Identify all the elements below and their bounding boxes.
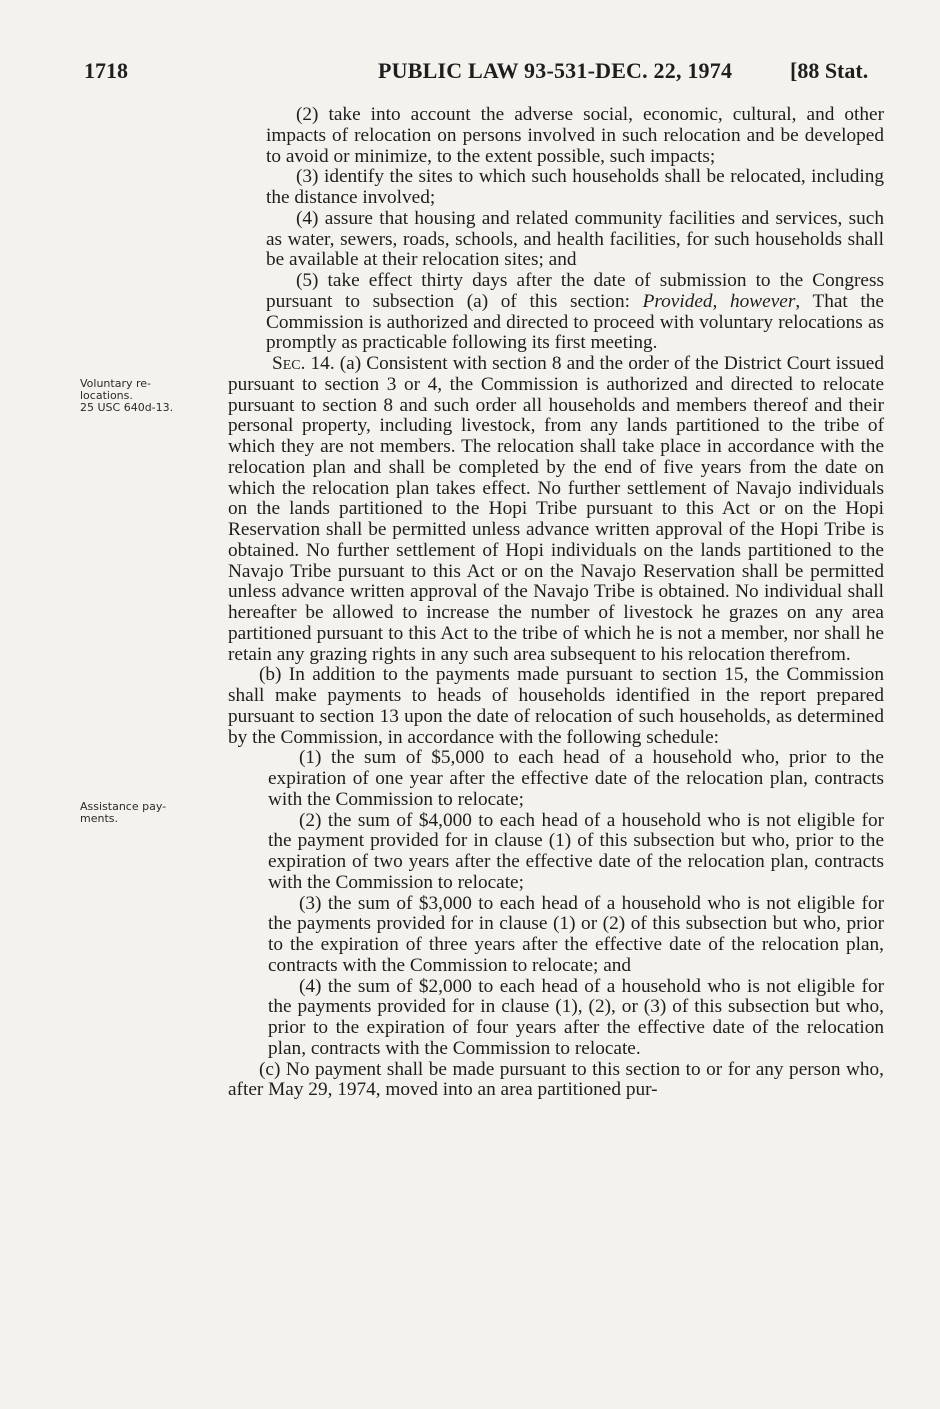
statute-body bbox=[228, 105, 884, 1101]
section-label: Sec. 14. bbox=[272, 353, 335, 374]
running-title: PUBLIC LAW 93-531-DEC. 22, 1974 bbox=[378, 58, 733, 83]
clause-4: (4) assure that housing and related community facilities and services, such as water, sewers, roads, schools, and health facilities, for such households shall be available at their relocation sites; and bbox=[266, 207, 884, 271]
payment-clause-3: (3) the sum of $3,000 to each head of a household who is not eligible for the payments provided for in clause (1) or (2) of this subsection but who, prior to the expiration of three years after the effective date of the relocation plan, contracts with the Commission to relocate; and bbox=[268, 892, 884, 976]
clause-2: (2) take into account the adverse social, economic, cultural, and other impacts of relocation on persons involved in such relocation and be developed to avoid or minimize, to the extent possible, such impacts; bbox=[266, 104, 884, 167]
statute-reference: [88 Stat. bbox=[790, 58, 869, 83]
page-header bbox=[0, 58, 940, 88]
margin-note-assistance-payments: Assistance pay- ments. bbox=[80, 800, 167, 825]
subsection-b: (b) In addition to the payments made pursuant to section 15, the Commission shall make payments to heads of households identified in the report prepared pursuant to section 13 upon the date of relocation of such households, as determined by the Commission, in accordance with the following schedule: bbox=[228, 664, 884, 748]
page-number: 1718 bbox=[84, 58, 128, 83]
subsection-c: (c) No payment shall be made pursuant to this section to or for any person who, after May 29, 1974, moved into an area partitioned pur- bbox=[228, 1058, 884, 1101]
clause-5: (5) take effect thirty days after the date of submission to the Congress pursuant to subsection (a) of this section: Provided, however, That the Commission is authorized and directed to proceed with voluntary relocations as promptly as practicable following its first meeting. bbox=[266, 270, 884, 354]
clause-3: (3) identify the sites to which such households shall be relocated, including the distance involved; bbox=[266, 166, 884, 208]
payment-clause-4: (4) the sum of $2,000 to each head of a household who is not eligible for the payments provided for in clause (1), (2), or (3) of this subsection but who, prior to the expiration of four years after the effective date of the relocation plan, contracts with the Commission to relocate. bbox=[268, 975, 884, 1059]
proviso-italic: Provided, however bbox=[642, 290, 796, 312]
section-14-a: Sec. 14. (a) Consistent with section 8 and the order of the District Court issued pursuant to section 3 or 4, the Commission is authorized and directed to relocate pursuant to section 8 and such order all households and members thereof and their personal property, including livestock, from any lands partitioned to the tribe of which they are not members. The relocation shall take place in accordance with the relocation plan and shall be completed by the end of five years from the date on which the relocation plan takes effect. No further settlement of Navajo individuals on the lands partitioned to the Hopi Tribe pursuant to this Act or on the Hopi Reservation shall be permitted unless advance written approval of the Hopi Tribe is obtained. No further settlement of Hopi individuals on the lands partitioned to the Navajo Tribe pursuant to this Act or on the Navajo Reservation shall be permitted unless advance written approval of the Navajo Tribe is obtained. No individual shall hereafter be allowed to increase the number of livestock he grazes on any area partitioned pursuant to this Act to the tribe of which he is not a member, nor shall he retain any grazing rights in any such area subsequent to his relocation therefrom. bbox=[228, 353, 884, 665]
payment-clause-2: (2) the sum of $4,000 to each head of a household who is not eligible for the payment provided for in clause (1) of this subsection but who, prior to the expiration of two years after the effective date of the relocation plan, contracts with the Commission to relocate; bbox=[268, 809, 884, 893]
payment-schedule bbox=[228, 748, 884, 1059]
payment-clause-1: (1) the sum of $5,000 to each head of a household who, prior to the expiration of one year after the effective date of the relocation plan, contracts with the Commission to relocate; bbox=[268, 747, 884, 810]
margin-note-voluntary-relocations: Voluntary re- locations. 25 USC 640d-13. bbox=[80, 377, 174, 414]
plan-requirements-list bbox=[228, 105, 884, 354]
